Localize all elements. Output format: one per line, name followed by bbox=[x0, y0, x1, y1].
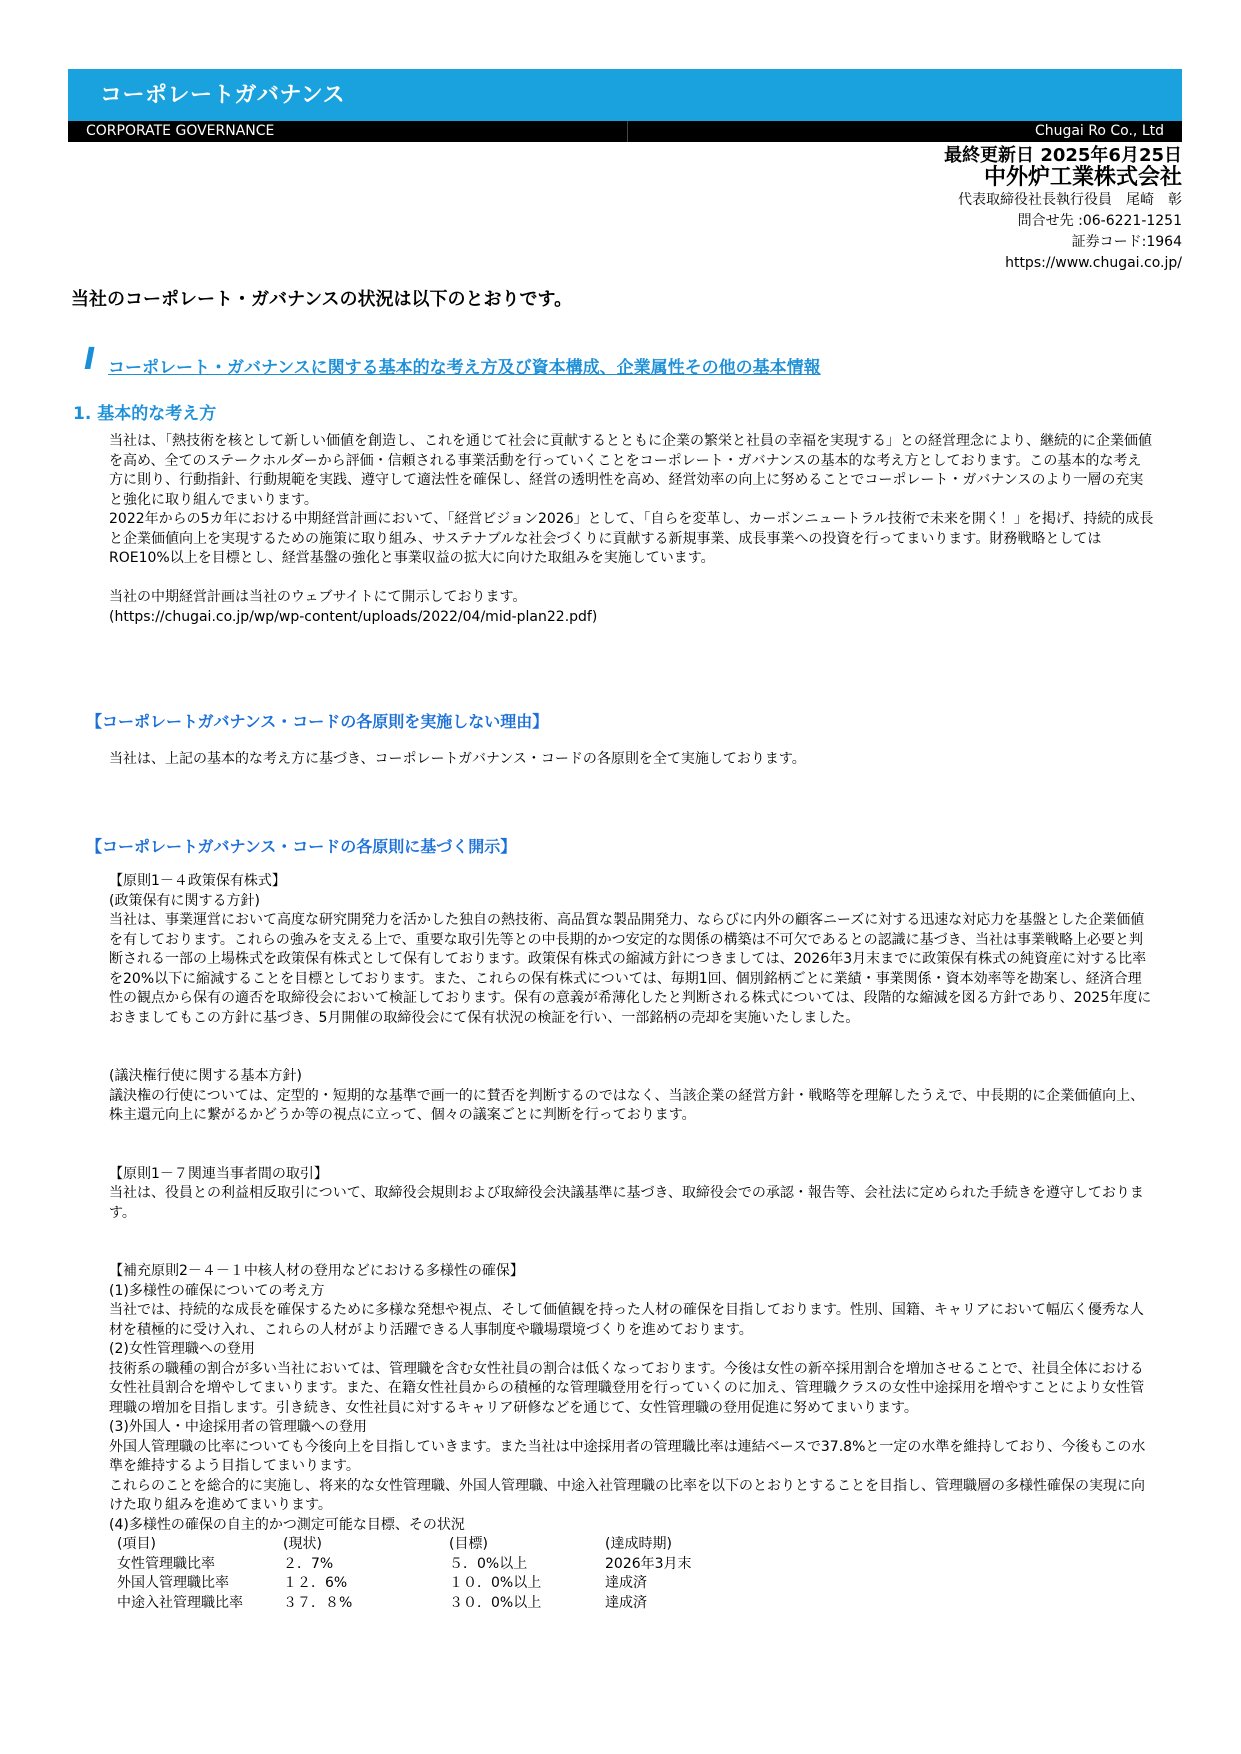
table-cell: 外国人管理職比率 bbox=[117, 1575, 229, 1591]
principle-1-4-title: 【原則1－４政策保有株式】 bbox=[109, 873, 286, 889]
table-cell: 2026年3月末 bbox=[605, 1555, 692, 1572]
diversity-item-2-title: (2)女性管理職への登用 bbox=[109, 1341, 255, 1357]
diversity-item-3-text: 外国人管理職の比率についても今後向上を目指していきます。また当社は中途採用者の管理職比率は連結ベースで37.8%と一定の水準を維持しており、今後もこの水準を維持するよう目指してまいります。 bbox=[109, 1438, 1146, 1474]
not-implemented-heading: 【コーポレートガバナンス・コードの各原則を実施しない理由】 bbox=[86, 712, 549, 731]
table-cell: ５．0%以上 bbox=[449, 1555, 528, 1572]
table-cell: １０．0%以上 bbox=[449, 1575, 542, 1591]
intro-statement: 当社のコーポレート・ガバナンスの状況は以下のとおりです。 bbox=[71, 289, 573, 310]
diversity-summary-text: これらのことを総合的に実施し、将来的な女性管理職、外国人管理職、中途入社管理職の比率を以下のとおりとすることを目指し、管理職層の多様性確保の実現に向けた取り組みを進めてまいります。 bbox=[109, 1477, 1145, 1513]
diversity-item-1-text: 当社では、持続的な成長を確保するために多様な発想や視点、そして価値観を持った人材の確保を目指しております。性別、国籍、キャリアにおいて幅広く優秀な人材を積極的に受け入れ、これらの人材がより活躍できる人事制度や職場環境づくりを進めております。 bbox=[109, 1302, 1144, 1338]
contact-phone: 問合せ先 :06-6221-1251 bbox=[1017, 213, 1182, 229]
table-row bbox=[117, 1574, 765, 1594]
policy-holding-title: (政策保有に関する方針) bbox=[109, 892, 260, 909]
company-url[interactable]: https://www.chugai.co.jp/ bbox=[1005, 255, 1182, 271]
table-cell: ３０．0%以上 bbox=[449, 1594, 542, 1611]
voting-policy-title: (議決権行使に関する基本方針) bbox=[109, 1068, 302, 1084]
diversity-item-1-title: (1)多様性の確保についての考え方 bbox=[109, 1282, 325, 1299]
table-header-cell: (現状) bbox=[283, 1536, 322, 1552]
diversity-item-4-title: (4)多様性の確保の自主的かつ測定可能な目標、その状況 bbox=[109, 1516, 465, 1533]
basic-policy-paragraph: 当社は、「熱技術を核として新しい価値を創造し、これを通じて社会に貢献するとともに企業の繁栄と社員の幸福を実現する」との経営理念により、継続的に企業価値を高め、全てのステークホルダーから評価・信頼される事業活動を行っていくことをコーポレート・ガバナンスの基本的な考え方としております。この基本的な考え方に則り、行動指針、行動規範を実践、遵守して適法性を確保し、経営の透明性を高め、経営効率の向上に努めることでコーポレート・ガバナンスのより一層の充実と強化に取り組んでまいります。 bbox=[109, 433, 1152, 508]
policy-holding-text: 当社は、事業運営において高度な研究開発力を活かした独自の熱技術、高品質な製品開発力、ならびに内外の顧客ニーズに対する迅速な対応力を基盤とした企業価値を有しております。これらの強みを支える上で、重要な取引先等との中長期的かつ安定的な関係の構築は不可欠であるとの認識に基づき、当社は事業戦略上必要と判断される一部の上場株式を政策保有株式として保有しております。政策保有株式の縮減方針につきましては、2026年3月末までに政策保有株式の純資産に対する比率を20%以下に縮減することを目標としております。また、これらの保有株式については、毎期1回、個別銘柄ごとに業績・事業関係・資本効率等を勘案し、経済合理性の観点から保有の適否を取締役会において検証しております。保有の意義が希薄化したと判断される株式については、段階的な縮減を図る方針であり、2025年度におきましてもこの方針に基づき、5月開催の取締役会にて保有状況の検証を行い、一部銘柄の売却を実施いたしました。 bbox=[109, 912, 1152, 1026]
diversity-item-2-text: 技術系の職種の割合が多い当社においては、管理職を含む女性社員の割合は低くなっております。今後は女性の新卒採用割合を増加させることで、社員全体における女性社員割合を増やしてまいります。また、在籍女性社員からの積極的な管理職登用を行っていくのに加え、管理職クラスの女性中途採用を増やすことにより女性管理職の増加を目指します。引き続き、女性社員に対するキャリア研修などを通じて、女性管理職の登用促進に努めてまいります。 bbox=[109, 1360, 1145, 1416]
subbar-divider bbox=[627, 121, 628, 142]
table-row bbox=[117, 1555, 765, 1575]
document-title: コーポレートガバナンス bbox=[100, 83, 346, 108]
securities-code: 証券コード:1964 bbox=[1071, 234, 1182, 250]
section-1-title: コーポレート・ガバナンスに関する基本的な考え方及び資本構成、企業属性その他の基本情報 bbox=[108, 358, 821, 378]
table-cell: ３７．８% bbox=[283, 1594, 353, 1611]
table-row bbox=[117, 1594, 765, 1614]
principle-2-4-1-title: 【補充原則2－４－１中核人材の登用などにおける多様性の確保】 bbox=[109, 1263, 524, 1279]
not-implemented-text: 当社は、上記の基本的な考え方に基づき、コーポレートガバナンス・コードの各原則を全て実施しております。 bbox=[109, 751, 806, 767]
mid-term-plan-note: 当社の中期経営計画は当社のウェブサイトにて開示しております。 bbox=[109, 589, 527, 605]
document-subtitle-en: CORPORATE GOVERNANCE bbox=[86, 123, 275, 139]
table-header-cell: (項目) bbox=[117, 1536, 156, 1552]
company-info bbox=[944, 146, 1182, 274]
header-subbar bbox=[68, 121, 1182, 142]
table-header-cell: (目標) bbox=[449, 1536, 488, 1552]
disclosure-heading: 【コーポレートガバナンス・コードの各原則に基づく開示】 bbox=[86, 837, 517, 856]
principle-1-7-text: 当社は、役員との利益相反取引について、取締役会規則および取締役会決議基準に基づき、取締役会での承認・報告等、会社法に定められた手続きを遵守しております。 bbox=[109, 1185, 1144, 1221]
diversity-targets-table bbox=[117, 1535, 765, 1613]
table-cell: １２．6% bbox=[283, 1575, 348, 1591]
voting-policy-text: 議決権の行使については、定型的・短期的な基準で画一的に賛否を判断するのではなく、当該企業の経営方針・戦略等を理解したうえで、中長期的に企業価値向上、株主還元向上に繋がるかどうか等の視点に立って、個々の議案ごとに判断を行っております。 bbox=[109, 1087, 1145, 1123]
mid-term-plan-url[interactable]: (https://chugai.co.jp/wp/wp-content/uploads/2022/04/mid-plan22.pdf) bbox=[109, 608, 598, 625]
table-cell: ２．7% bbox=[283, 1555, 334, 1572]
not-implemented-body bbox=[109, 750, 1154, 770]
disclosure-body bbox=[109, 872, 1154, 1613]
section-mark-icon: I bbox=[84, 342, 96, 377]
table-cell: 中途入社管理職比率 bbox=[117, 1594, 243, 1611]
table-header-cell: (達成時期) bbox=[605, 1536, 672, 1552]
table-cell: 達成済 bbox=[605, 1575, 647, 1591]
representative: 代表取締役社長執行役員 尾崎 彰 bbox=[958, 192, 1182, 208]
table-cell: 女性管理職比率 bbox=[117, 1555, 215, 1572]
header-banner bbox=[68, 69, 1182, 121]
basic-policy-heading: 1. 基本的な考え方 bbox=[73, 404, 217, 424]
basic-policy-body bbox=[109, 432, 1154, 627]
last-updated: 最終更新日 2025年6月25日 bbox=[944, 145, 1182, 166]
principle-1-7-title: 【原則1－７関連当事者間の取引】 bbox=[109, 1165, 328, 1182]
basic-policy-paragraph: 2022年からの5カ年における中期経営計画において、「経営ビジョン2026」として、「自らを変革し、カーボンニュートラル技術で未来を開く！」を掲げ、持続的成長と企業価値向上を実現するための施策に取り組み、サステナブルな社会づくりに貢献する新規事業、成長事業への投資を行ってまいります。財務戦略としてはROE10%以上を目標とし、経営基盤の強化と事業収益の拡大に向けた取組みを実施しています。 bbox=[109, 511, 1154, 566]
company-name-en: Chugai Ro Co., Ltd bbox=[1034, 123, 1164, 139]
table-cell: 達成済 bbox=[605, 1594, 647, 1611]
company-name: 中外炉工業株式会社 bbox=[983, 165, 1182, 190]
diversity-item-3-title: (3)外国人・中途採用者の管理職への登用 bbox=[109, 1419, 367, 1435]
table-header-row bbox=[117, 1535, 765, 1555]
